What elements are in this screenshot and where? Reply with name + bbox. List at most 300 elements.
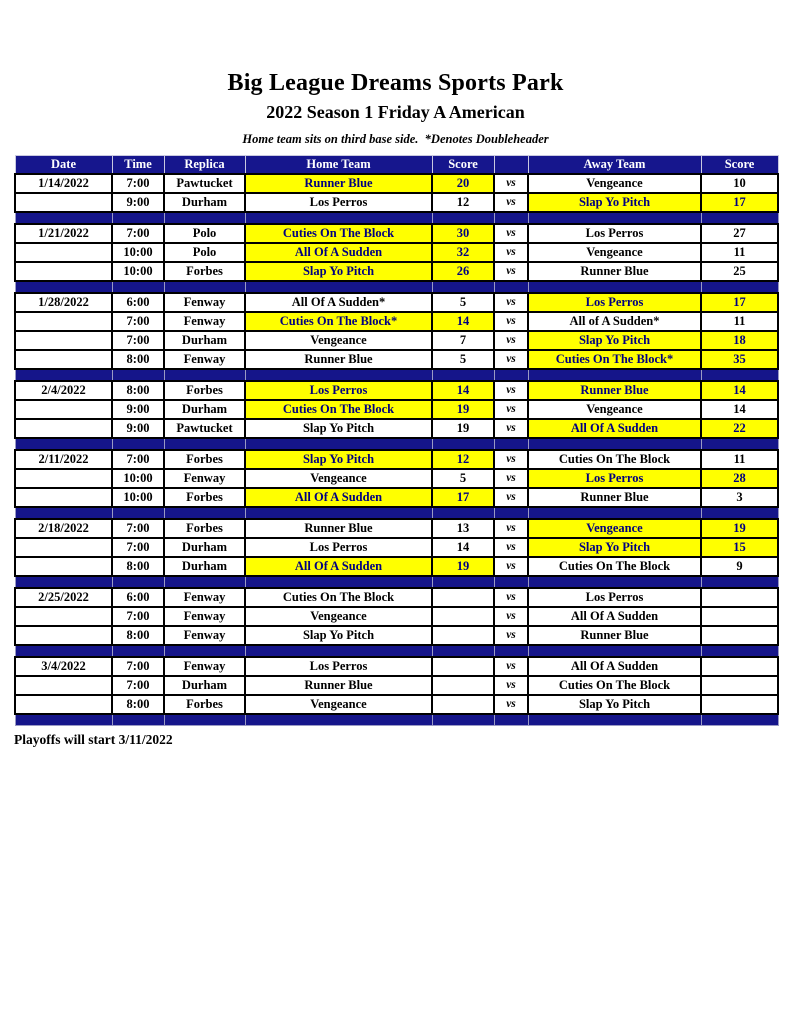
home-team-cell: Slap Yo Pitch: [245, 419, 432, 438]
vs-cell: vs: [494, 695, 528, 714]
separator-cell: [15, 714, 112, 726]
replica-cell: Forbes: [164, 695, 245, 714]
home-team-cell: All Of A Sudden: [245, 243, 432, 262]
time-cell: 7:00: [112, 224, 164, 243]
home-score-cell: [432, 607, 494, 626]
vs-cell: vs: [494, 557, 528, 576]
separator-cell: [528, 507, 701, 519]
replica-cell: Polo: [164, 224, 245, 243]
home-score-cell: 17: [432, 488, 494, 507]
home-score-cell: 5: [432, 469, 494, 488]
away-score-cell: 14: [701, 381, 778, 400]
separator-cell: [245, 507, 432, 519]
home-score-cell: [432, 588, 494, 607]
separator-cell: [528, 714, 701, 726]
header-row: [15, 156, 778, 174]
home-team-cell: Los Perros: [245, 657, 432, 676]
replica-cell: Durham: [164, 193, 245, 212]
home-team-cell: All Of A Sudden: [245, 557, 432, 576]
date-cell: 1/14/2022: [15, 174, 112, 193]
home-score-cell: 19: [432, 419, 494, 438]
separator-cell: [112, 645, 164, 657]
away-score-cell: 11: [701, 312, 778, 331]
separator-cell: [432, 281, 494, 293]
away-score-cell: [701, 657, 778, 676]
replica-cell: Fenway: [164, 293, 245, 312]
vs-cell: vs: [494, 626, 528, 645]
separator-cell: [164, 507, 245, 519]
away-score-cell: [701, 676, 778, 695]
away-score-cell: 3: [701, 488, 778, 507]
home-score-cell: 19: [432, 557, 494, 576]
away-team-cell: Runner Blue: [528, 262, 701, 281]
replica-cell: Durham: [164, 331, 245, 350]
date-cell: 2/11/2022: [15, 450, 112, 469]
replica-cell: Fenway: [164, 312, 245, 331]
page-header: [0, 70, 791, 147]
away-team-cell: Runner Blue: [528, 381, 701, 400]
vs-cell: vs: [494, 588, 528, 607]
date-cell: [15, 419, 112, 438]
game-row: [15, 469, 778, 488]
home-score-cell: 7: [432, 331, 494, 350]
replica-cell: Pawtucket: [164, 419, 245, 438]
separator-cell: [15, 369, 112, 381]
section-separator-row: [15, 576, 778, 588]
header-away-team: Away Team: [528, 156, 701, 174]
separator-cell: [15, 438, 112, 450]
game-row: [15, 419, 778, 438]
game-row: [15, 450, 778, 469]
time-cell: 7:00: [112, 519, 164, 538]
home-team-cell: Los Perros: [245, 538, 432, 557]
vs-cell: vs: [494, 312, 528, 331]
away-score-cell: 18: [701, 331, 778, 350]
separator-cell: [701, 714, 778, 726]
separator-cell: [494, 281, 528, 293]
date-cell: [15, 607, 112, 626]
vs-cell: vs: [494, 224, 528, 243]
date-cell: [15, 243, 112, 262]
home-team-cell: Cuties On The Block: [245, 400, 432, 419]
separator-cell: [245, 714, 432, 726]
separator-cell: [112, 369, 164, 381]
away-score-cell: 15: [701, 538, 778, 557]
replica-cell: Pawtucket: [164, 174, 245, 193]
time-cell: 8:00: [112, 350, 164, 369]
away-score-cell: [701, 607, 778, 626]
away-score-cell: 35: [701, 350, 778, 369]
time-cell: 9:00: [112, 193, 164, 212]
time-cell: 6:00: [112, 293, 164, 312]
vs-cell: vs: [494, 488, 528, 507]
replica-cell: Durham: [164, 676, 245, 695]
home-score-cell: 19: [432, 400, 494, 419]
away-team-cell: Slap Yo Pitch: [528, 193, 701, 212]
home-team-cell: Vengeance: [245, 695, 432, 714]
time-cell: 9:00: [112, 400, 164, 419]
replica-cell: Forbes: [164, 488, 245, 507]
away-team-cell: Los Perros: [528, 293, 701, 312]
vs-cell: vs: [494, 331, 528, 350]
vs-cell: vs: [494, 350, 528, 369]
separator-cell: [245, 212, 432, 224]
vs-cell: vs: [494, 400, 528, 419]
header-time: Time: [112, 156, 164, 174]
away-score-cell: 17: [701, 193, 778, 212]
separator-cell: [494, 645, 528, 657]
section-separator-row: [15, 438, 778, 450]
home-score-cell: [432, 626, 494, 645]
away-score-cell: 27: [701, 224, 778, 243]
separator-cell: [245, 576, 432, 588]
separator-cell: [494, 714, 528, 726]
time-cell: 7:00: [112, 331, 164, 350]
separator-cell: [701, 507, 778, 519]
time-cell: 7:00: [112, 450, 164, 469]
home-team-cell: All Of A Sudden*: [245, 293, 432, 312]
home-score-cell: 12: [432, 193, 494, 212]
separator-cell: [528, 212, 701, 224]
home-score-cell: [432, 657, 494, 676]
away-score-cell: 28: [701, 469, 778, 488]
replica-cell: Fenway: [164, 626, 245, 645]
home-team-cell: Runner Blue: [245, 174, 432, 193]
game-row: [15, 400, 778, 419]
away-score-cell: [701, 695, 778, 714]
replica-cell: Forbes: [164, 381, 245, 400]
separator-cell: [164, 576, 245, 588]
vs-cell: vs: [494, 519, 528, 538]
separator-cell: [701, 212, 778, 224]
separator-cell: [112, 212, 164, 224]
time-cell: 7:00: [112, 538, 164, 557]
home-score-cell: [432, 676, 494, 695]
separator-cell: [164, 645, 245, 657]
separator-cell: [245, 369, 432, 381]
away-team-cell: All Of A Sudden: [528, 419, 701, 438]
home-team-cell: Los Perros: [245, 193, 432, 212]
separator-cell: [528, 438, 701, 450]
game-row: [15, 607, 778, 626]
season-subtitle: 2022 Season 1 Friday A American: [266, 102, 525, 122]
time-cell: 10:00: [112, 488, 164, 507]
time-cell: 6:00: [112, 588, 164, 607]
game-row: [15, 350, 778, 369]
date-cell: [15, 676, 112, 695]
separator-cell: [432, 438, 494, 450]
separator-cell: [164, 369, 245, 381]
home-team-cell: All Of A Sudden: [245, 488, 432, 507]
date-cell: [15, 557, 112, 576]
away-team-cell: Vengeance: [528, 243, 701, 262]
vs-cell: vs: [494, 262, 528, 281]
away-score-cell: 9: [701, 557, 778, 576]
separator-cell: [701, 369, 778, 381]
replica-cell: Durham: [164, 557, 245, 576]
header-home-team: Home Team: [245, 156, 432, 174]
replica-cell: Forbes: [164, 519, 245, 538]
separator-cell: [245, 645, 432, 657]
game-row: [15, 381, 778, 400]
date-cell: 1/28/2022: [15, 293, 112, 312]
separator-cell: [701, 645, 778, 657]
date-cell: 2/25/2022: [15, 588, 112, 607]
replica-cell: Fenway: [164, 607, 245, 626]
game-row: [15, 676, 778, 695]
away-score-cell: 14: [701, 400, 778, 419]
replica-cell: Durham: [164, 538, 245, 557]
home-score-cell: 32: [432, 243, 494, 262]
date-cell: [15, 350, 112, 369]
replica-cell: Polo: [164, 243, 245, 262]
game-row: [15, 557, 778, 576]
vs-cell: vs: [494, 381, 528, 400]
separator-cell: [494, 212, 528, 224]
away-team-cell: All of A Sudden*: [528, 312, 701, 331]
home-team-cell: Cuties On The Block: [245, 588, 432, 607]
away-team-cell: Cuties On The Block*: [528, 350, 701, 369]
section-separator-row: [15, 212, 778, 224]
away-team-cell: Cuties On The Block: [528, 557, 701, 576]
date-cell: [15, 626, 112, 645]
away-score-cell: [701, 626, 778, 645]
away-team-cell: All Of A Sudden: [528, 657, 701, 676]
game-row: [15, 224, 778, 243]
replica-cell: Forbes: [164, 450, 245, 469]
time-cell: 7:00: [112, 312, 164, 331]
home-team-note: Home team sits on third base side. *Denotes Doubleheader: [242, 132, 549, 146]
date-cell: 1/21/2022: [15, 224, 112, 243]
replica-cell: Fenway: [164, 657, 245, 676]
replica-cell: Durham: [164, 400, 245, 419]
section-separator-row: [15, 507, 778, 519]
date-cell: 3/4/2022: [15, 657, 112, 676]
time-cell: 7:00: [112, 607, 164, 626]
section-separator-row: [15, 369, 778, 381]
away-score-cell: 10: [701, 174, 778, 193]
home-team-cell: Los Perros: [245, 381, 432, 400]
vs-cell: vs: [494, 450, 528, 469]
separator-cell: [494, 369, 528, 381]
schedule-body: [15, 174, 778, 726]
separator-cell: [112, 507, 164, 519]
date-cell: 2/18/2022: [15, 519, 112, 538]
header-home-score: Score: [432, 156, 494, 174]
separator-cell: [701, 576, 778, 588]
separator-cell: [432, 645, 494, 657]
time-cell: 10:00: [112, 243, 164, 262]
date-cell: 2/4/2022: [15, 381, 112, 400]
away-team-cell: Cuties On The Block: [528, 450, 701, 469]
home-team-cell: Slap Yo Pitch: [245, 450, 432, 469]
separator-cell: [112, 281, 164, 293]
date-cell: [15, 262, 112, 281]
separator-cell: [701, 438, 778, 450]
schedule-table: [14, 155, 779, 726]
separator-cell: [432, 576, 494, 588]
date-cell: [15, 193, 112, 212]
separator-cell: [494, 576, 528, 588]
time-cell: 8:00: [112, 695, 164, 714]
separator-cell: [494, 507, 528, 519]
time-cell: 7:00: [112, 174, 164, 193]
time-cell: 10:00: [112, 469, 164, 488]
home-team-cell: Slap Yo Pitch: [245, 262, 432, 281]
separator-cell: [164, 438, 245, 450]
away-team-cell: Slap Yo Pitch: [528, 331, 701, 350]
game-row: [15, 588, 778, 607]
separator-cell: [112, 714, 164, 726]
separator-cell: [245, 281, 432, 293]
separator-cell: [432, 369, 494, 381]
game-row: [15, 174, 778, 193]
game-row: [15, 538, 778, 557]
home-score-cell: 14: [432, 538, 494, 557]
time-cell: 8:00: [112, 381, 164, 400]
separator-cell: [112, 576, 164, 588]
playoffs-note: Playoffs will start 3/11/2022: [14, 732, 173, 747]
home-score-cell: 14: [432, 312, 494, 331]
home-score-cell: 20: [432, 174, 494, 193]
home-score-cell: 13: [432, 519, 494, 538]
home-team-cell: Runner Blue: [245, 350, 432, 369]
time-cell: 9:00: [112, 419, 164, 438]
separator-cell: [15, 576, 112, 588]
away-team-cell: Los Perros: [528, 469, 701, 488]
separator-cell: [528, 281, 701, 293]
date-cell: [15, 331, 112, 350]
separator-cell: [494, 438, 528, 450]
separator-cell: [528, 576, 701, 588]
away-team-cell: Vengeance: [528, 519, 701, 538]
header-vs: [494, 156, 528, 174]
separator-cell: [164, 212, 245, 224]
separator-cell: [432, 212, 494, 224]
away-team-cell: All Of A Sudden: [528, 607, 701, 626]
separator-cell: [164, 281, 245, 293]
away-score-cell: 11: [701, 450, 778, 469]
away-team-cell: Vengeance: [528, 400, 701, 419]
away-team-cell: Slap Yo Pitch: [528, 695, 701, 714]
vs-cell: vs: [494, 419, 528, 438]
separator-cell: [15, 645, 112, 657]
home-score-cell: 5: [432, 293, 494, 312]
replica-cell: Fenway: [164, 588, 245, 607]
vs-cell: vs: [494, 607, 528, 626]
away-team-cell: Runner Blue: [528, 626, 701, 645]
vs-cell: vs: [494, 538, 528, 557]
time-cell: 10:00: [112, 262, 164, 281]
section-separator-row: [15, 281, 778, 293]
header-away-score: Score: [701, 156, 778, 174]
date-cell: [15, 312, 112, 331]
vs-cell: vs: [494, 469, 528, 488]
section-separator-row: [15, 645, 778, 657]
replica-cell: Forbes: [164, 262, 245, 281]
home-score-cell: 30: [432, 224, 494, 243]
home-score-cell: 26: [432, 262, 494, 281]
game-row: [15, 331, 778, 350]
date-cell: [15, 469, 112, 488]
time-cell: 8:00: [112, 557, 164, 576]
away-score-cell: 11: [701, 243, 778, 262]
separator-cell: [245, 438, 432, 450]
away-team-cell: Slap Yo Pitch: [528, 538, 701, 557]
home-team-cell: Runner Blue: [245, 676, 432, 695]
home-team-cell: Slap Yo Pitch: [245, 626, 432, 645]
section-separator-row: [15, 714, 778, 726]
time-cell: 7:00: [112, 676, 164, 695]
home-team-cell: Vengeance: [245, 331, 432, 350]
home-score-cell: 14: [432, 381, 494, 400]
home-score-cell: 12: [432, 450, 494, 469]
away-score-cell: [701, 588, 778, 607]
separator-cell: [528, 645, 701, 657]
away-team-cell: Vengeance: [528, 174, 701, 193]
away-team-cell: Los Perros: [528, 224, 701, 243]
home-team-cell: Cuties On The Block*: [245, 312, 432, 331]
header-date: Date: [15, 156, 112, 174]
separator-cell: [528, 369, 701, 381]
away-score-cell: 25: [701, 262, 778, 281]
game-row: [15, 312, 778, 331]
away-team-cell: Cuties On The Block: [528, 676, 701, 695]
home-team-cell: Runner Blue: [245, 519, 432, 538]
vs-cell: vs: [494, 174, 528, 193]
separator-cell: [15, 212, 112, 224]
home-team-cell: Vengeance: [245, 607, 432, 626]
away-team-cell: Runner Blue: [528, 488, 701, 507]
home-team-cell: Cuties On The Block: [245, 224, 432, 243]
vs-cell: vs: [494, 676, 528, 695]
game-row: [15, 626, 778, 645]
separator-cell: [112, 438, 164, 450]
away-team-cell: Los Perros: [528, 588, 701, 607]
game-row: [15, 657, 778, 676]
game-row: [15, 243, 778, 262]
game-row: [15, 262, 778, 281]
vs-cell: vs: [494, 243, 528, 262]
home-score-cell: 5: [432, 350, 494, 369]
game-row: [15, 293, 778, 312]
vs-cell: vs: [494, 657, 528, 676]
date-cell: [15, 400, 112, 419]
date-cell: [15, 695, 112, 714]
date-cell: [15, 488, 112, 507]
date-cell: [15, 538, 112, 557]
separator-cell: [432, 507, 494, 519]
away-score-cell: 22: [701, 419, 778, 438]
separator-cell: [701, 281, 778, 293]
time-cell: 8:00: [112, 626, 164, 645]
separator-cell: [164, 714, 245, 726]
home-score-cell: [432, 695, 494, 714]
vs-cell: vs: [494, 293, 528, 312]
game-row: [15, 695, 778, 714]
away-score-cell: 17: [701, 293, 778, 312]
game-row: [15, 193, 778, 212]
time-cell: 7:00: [112, 657, 164, 676]
schedule-table-header: [15, 156, 778, 174]
separator-cell: [15, 507, 112, 519]
header-replica: Replica: [164, 156, 245, 174]
replica-cell: Fenway: [164, 350, 245, 369]
page-title: Big League Dreams Sports Park: [227, 70, 564, 96]
vs-cell: vs: [494, 193, 528, 212]
game-row: [15, 519, 778, 538]
game-row: [15, 488, 778, 507]
